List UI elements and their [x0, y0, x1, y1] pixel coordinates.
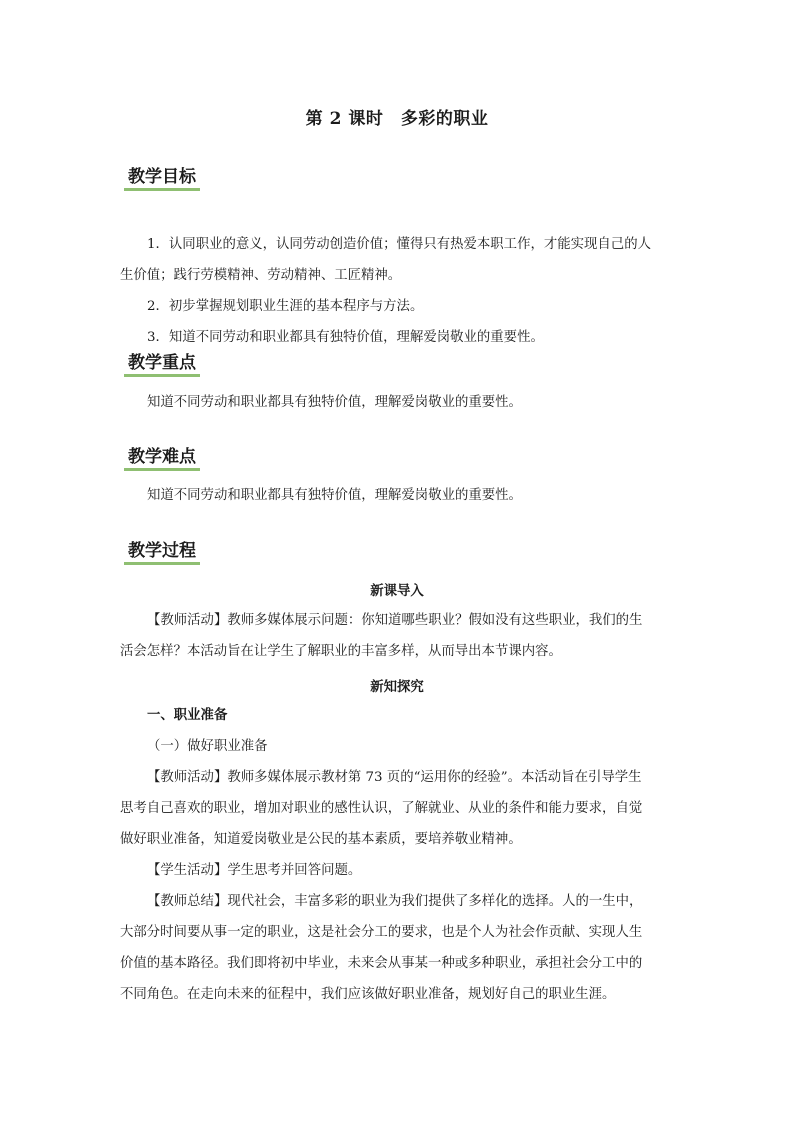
student-line: 【学生活动】学生思考并回答问题。	[147, 863, 362, 878]
teacher-line: 【教师活动】教师多媒体展示教材第 73 页的“运用你的经验”。本活动旨在引导学生	[147, 770, 642, 785]
section-heading-difficult: 教学难点	[124, 442, 200, 471]
part1-title-wrap	[120, 700, 676, 731]
lesson-title: 第 2 课时 多彩的职业	[305, 109, 489, 129]
goals-paragraph	[120, 229, 676, 353]
goal-line: 1．认同职业的意义，认同劳动创造价值；懂得只有热爱本职工作，才能实现自己的人	[147, 237, 651, 252]
part1-sub-wrap	[120, 731, 676, 762]
goal-line: 2．初步掌握规划职业生涯的基本程序与方法。	[147, 299, 424, 314]
intro-paragraph	[120, 605, 676, 667]
section-heading-key: 教学重点	[124, 348, 200, 377]
summary-line: 【教师总结】现代社会，丰富多彩的职业为我们提供了多样化的选择。人的一生中，	[147, 894, 643, 909]
explore-title: 新知探究	[370, 679, 424, 695]
intro-title: 新课导入	[370, 583, 424, 599]
summary-line: 价值的基本路径。我们即将初中毕业，未来会从事某一种或多种职业，承担社会分工中的	[120, 956, 643, 971]
summary-line: 大部分时间要从事一定的职业，这是社会分工的要求，也是个人为社会作贡献、实现人生	[120, 925, 643, 940]
goal-line: 3．知道不同劳动和职业都具有独特价值，理解爱岗敬业的重要性。	[147, 330, 544, 345]
part1-title: 一、职业准备	[147, 707, 228, 723]
goal-line: 生价值；践行劳模精神、劳动精神、工匠精神。	[120, 268, 402, 283]
teacher-line: 思考自己喜欢的职业，增加对职业的感性认识，了解就业、从业的条件和能力要求，自觉	[120, 801, 643, 816]
difficult-paragraph	[120, 480, 676, 511]
intro-line: 活会怎样？本活动旨在让学生了解职业的丰富多样，从而导出本节课内容。	[120, 644, 562, 659]
section-heading-process: 教学过程	[124, 536, 200, 565]
difficult-text: 知道不同劳动和职业都具有独特价值，理解爱岗敬业的重要性。	[147, 488, 522, 503]
key-paragraph	[120, 387, 676, 418]
teacher-summary-paragraph	[120, 886, 676, 1010]
part1-subtitle: （一）做好职业准备	[147, 739, 268, 754]
section-heading-goals: 教学目标	[124, 162, 200, 191]
teacher-line: 做好职业准备，知道爱岗敬业是公民的基本素质，要培养敬业精神。	[120, 832, 522, 847]
summary-line: 不同角色。在走向未来的征程中，我们应该做好职业准备，规划好自己的职业生涯。	[120, 987, 616, 1002]
key-text: 知道不同劳动和职业都具有独特价值，理解爱岗敬业的重要性。	[147, 395, 522, 410]
intro-line: 【教师活动】教师多媒体展示问题：你知道哪些职业？假如没有这些职业，我们的生	[147, 613, 643, 628]
teacher-activity-paragraph	[120, 762, 676, 886]
